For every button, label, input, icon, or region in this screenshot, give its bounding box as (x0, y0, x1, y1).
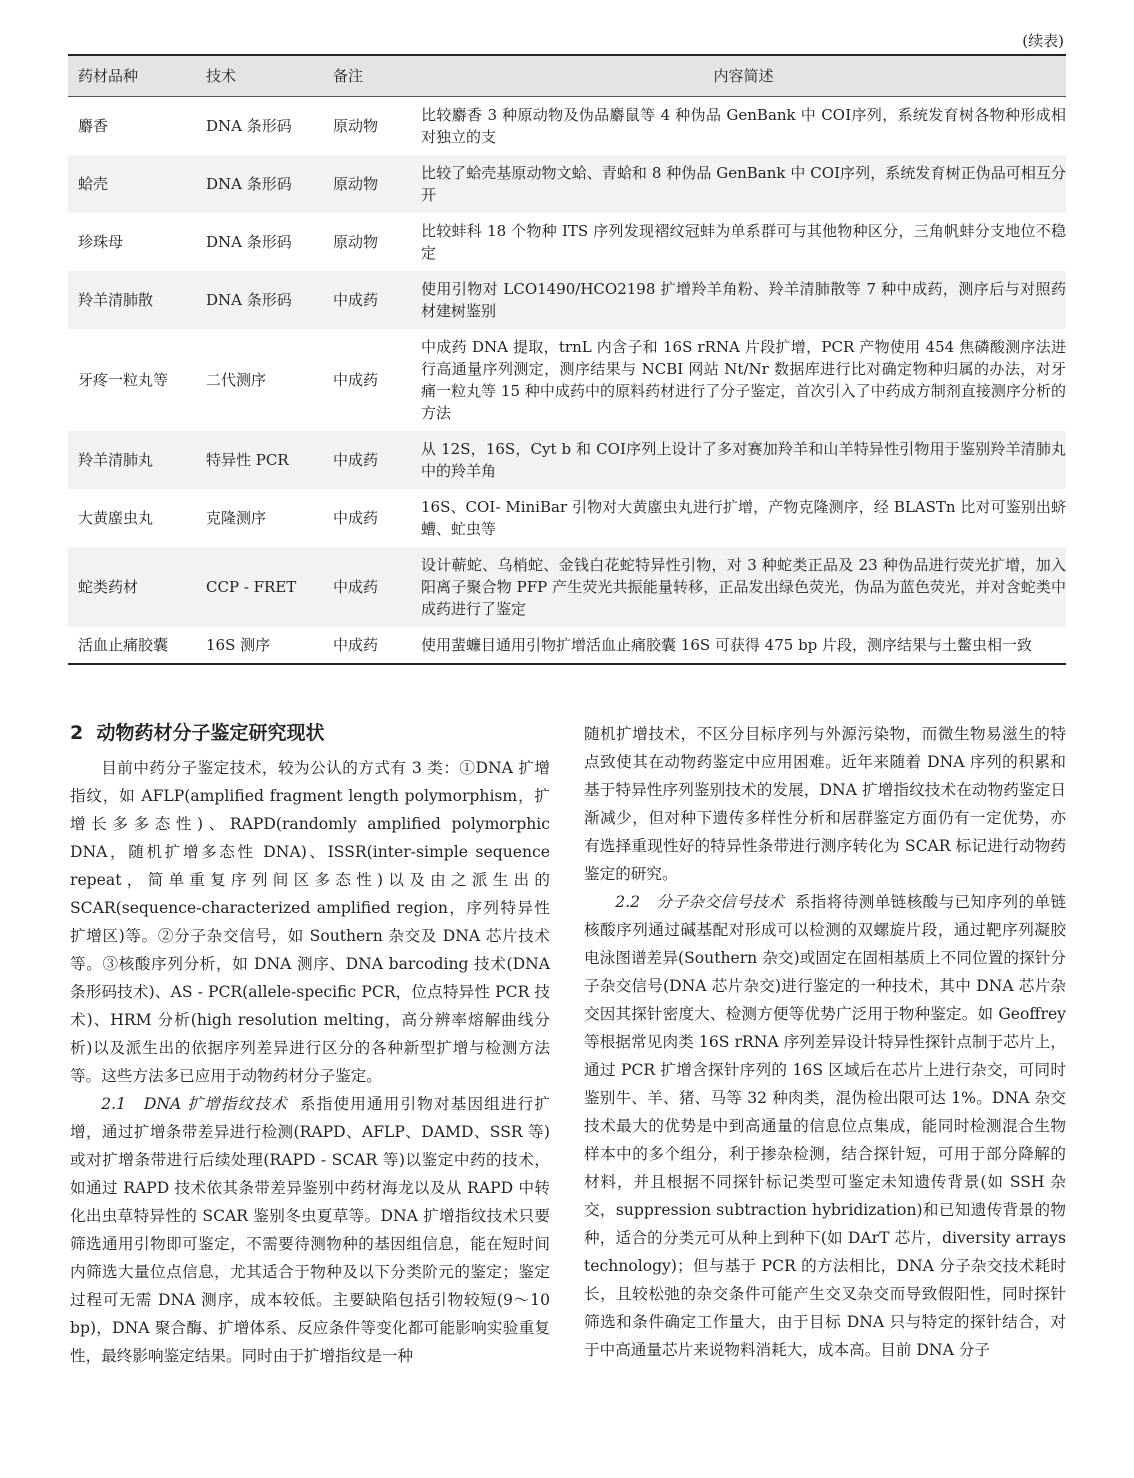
table-row (68, 155, 1066, 213)
table-row (68, 271, 1066, 329)
table-row (68, 431, 1066, 489)
table-body (68, 97, 1066, 665)
cell-species: 蛇类药材 (78, 578, 139, 596)
subsection-2-1-heading: 2.1 DNA 扩增指纹技术 (101, 1095, 288, 1113)
header-technique: 技术 (206, 67, 237, 85)
cell-note: 中成药 (333, 451, 379, 469)
cell-note: 中成药 (333, 371, 379, 389)
continued-paragraph: 随机扩增技术，不区分目标序列与外源污染物，而微生物易滋生的特点致使其在动物药鉴定中应用困难。近年来随着 DNA 序列的积累和基于特异性序列鉴别技术的发展，DNA 扩增指纹技术在动物药鉴定日渐减少，但对种下遗传多样性分析和居群鉴定方面仍有一定优势，亦有选择重现性好的特异性条带进行测序转化为 SCAR 标记进行动物药鉴定的研究。 (584, 725, 1066, 883)
section-title: 动物药材分子鉴定研究现状 (96, 722, 325, 744)
cell-summary: 设计蕲蛇、乌梢蛇、金钱白花蛇特异性引物，对 3 种蛇类正品及 23 种伪品进行荧光扩增，加入阳离子聚合物 PFP 产生荧光共振能量转移，正品发出绿色荧光，伪品为蓝色荧光，并对含蛇类中成药进行了鉴定 (421, 556, 1066, 618)
cell-technique: DNA 条形码 (206, 175, 292, 193)
cell-note: 中成药 (333, 578, 379, 596)
cell-summary: 使用引物对 LCO1490/HCO2198 扩增羚羊角粉、羚羊清肺散等 7 种中成药，测序后与对照药材建树鉴别 (421, 280, 1066, 320)
cell-summary: 中成药 DNA 提取，trnL 内含子和 16S rRNA 片段扩增，PCR 产物使用 454 焦磷酸测序法进行高通量序列测定，测序结果与 NCBI 网站 Nt/Nr 数据库进行比对确定物种归属的办法，对牙痛一粒丸等 15 种中成药中的原料药材进行了分子鉴定，首次引入了中药成方制剂直接测序分析的方法 (421, 338, 1066, 422)
cell-note: 中成药 (333, 636, 379, 654)
cell-species: 珍珠母 (78, 233, 124, 251)
cell-note: 原动物 (333, 233, 379, 251)
cell-note: 原动物 (333, 175, 379, 193)
header-note: 备注 (333, 67, 364, 85)
cell-summary: 比较蚌科 18 个物种 ITS 序列发现褶纹冠蚌为单系群可与其他物种区分，三角帆蚌分支地位不稳定 (421, 222, 1066, 262)
cell-note: 原动物 (333, 117, 379, 135)
cell-technique: CCP - FRET (206, 578, 297, 596)
table-row (68, 627, 1066, 664)
cell-note: 中成药 (333, 291, 379, 309)
cell-technique: 二代测序 (206, 371, 267, 389)
cell-summary: 比较麝香 3 种原动物及伪品麝鼠等 4 种伪品 GenBank 中 COⅠ序列，系统发育树各物种形成相对独立的支 (421, 106, 1066, 146)
header-summary: 内容简述 (713, 67, 774, 85)
table-row (68, 329, 1066, 431)
cell-summary: 16S、COⅠ- MiniBar 引物对大黄䗪虫丸进行扩增，产物克隆测序，经 BLASTn 比对可鉴别出蛴螬、虻虫等 (421, 498, 1066, 538)
cell-species: 大黄䗪虫丸 (78, 509, 154, 527)
header-species: 药材品种 (78, 67, 139, 85)
left-column (70, 720, 550, 1370)
subsection-2-2-heading: 2.2 分子杂交信号技术 (615, 893, 785, 911)
cell-summary: 使用蜚蠊目通用引物扩增活血止痛胶囊 16S 可获得 475 bp 片段，测序结果与土鳖虫相一致 (421, 636, 1033, 654)
subsection-2-1 (70, 1090, 550, 1370)
table-row (68, 489, 1066, 547)
subsection-2-2-text: 系指将待测单链核酸与已知序列的单链核酸序列通过碱基配对形成可以检测的双螺旋片段，通过靶序列凝胶电泳图谱差异(Southern 杂交)或固定在固相基质上不同位置的探针分子杂交信号(DNA 芯片杂交)进行鉴定的一种技术，其中 DNA 芯片杂交因其探针密度大、检测方便等优势广泛用于物种鉴定。如 Geoffrey 等根据常见肉类 16S rRNA 序列差异设计特异性探针点制于芯片上，通过 PCR 扩增含探针序列的 16S 区域后在芯片上进行杂交，可同时鉴别牛、羊、猪、马等 32 种肉类，混伪检出限可达 1%。DNA 杂交技术最大的优势是中到高通量的信息位点集成，能同时检测混合生物样本中的多个组分，利于掺杂检测，结合探针短，可用于部分降解的材料，并且根据不同探针标记类型可鉴定未知遗传背景(如 SSH 杂交，suppression subtraction hybridization)和已知遗传背景的物种，适合的分类元可从种上到种下(如 DArT 芯片，diversity arrays technology)；但与基于 PCR 的方法相比，DNA 分子杂交技术耗时长，且较松弛的杂交条件可能产生交叉杂交而导致假阳性，同时探针筛选和条件确定工作量大，由于目标 DNA 只与特定的探针结合，对于中高通量芯片来说物料消耗大，成本高。目前 DNA 分子 (584, 893, 1066, 1359)
table-row (68, 213, 1066, 271)
table-row (68, 547, 1066, 627)
subsection-2-1-text: 系指使用通用引物对基因组进行扩增，通过扩增条带差异进行检测(RAPD、AFLP、DAMD、SSR 等)或对扩增条带进行后续处理(RAPD - SCAR 等)以鉴定中药的技术，如通过 RAPD 技术依其条带差异鉴别中药材海龙以及从 RAPD 中转化出虫草特异性的 SCAR 鉴别冬虫夏草等。DNA 扩增指纹技术只要筛选通用引物即可鉴定，不需要待测物种的基因组信息，能在短时间内筛选大量位点信息，尤其适合于物种及以下分类阶元的鉴定；鉴定过程可无需 DNA 测序，成本较低。主要缺陷包括引物较短(9～10 bp)，DNA 聚合酶、扩增体系、反应条件等变化都可能影响实验重复性，最终影响鉴定结果。同时由于扩增指纹是一种 (70, 1095, 550, 1365)
continued-label: (续表) (1022, 32, 1064, 50)
cell-species: 羚羊清肺丸 (78, 451, 154, 469)
cell-species: 蛤壳 (78, 175, 109, 193)
section-number: 2 (70, 722, 84, 744)
table-header-row (68, 55, 1066, 97)
cell-technique: 克隆测序 (206, 509, 267, 527)
section-heading (70, 720, 550, 746)
cell-technique: DNA 条形码 (206, 117, 292, 135)
cell-species: 牙疼一粒丸等 (78, 371, 169, 389)
cell-summary: 比较了蛤壳基原动物文蛤、青蛤和 8 种伪品 GenBank 中 COⅠ序列，系统发育树正伪品可相互分开 (421, 164, 1066, 204)
cell-summary: 从 12S，16S，Cyt b 和 COⅠ序列上设计了多对赛加羚羊和山羊特异性引物用于鉴别羚羊清肺丸中的羚羊角 (421, 440, 1066, 480)
cell-note: 中成药 (333, 509, 379, 527)
cell-species: 羚羊清肺散 (78, 291, 154, 309)
right-column (584, 720, 1066, 1364)
cell-technique: 特异性 PCR (206, 451, 289, 469)
cell-species: 麝香 (78, 117, 109, 135)
cell-technique: DNA 条形码 (206, 291, 292, 309)
intro-paragraph: 目前中药分子鉴定技术，较为公认的方式有 3 类：①DNA 扩增指纹，如 AFLP(amplified fragment length polymorphism，扩增长多多态性)、RAPD(randomly amplified polymorphic DNA，随机扩增多态性 DNA)、ISSR(inter-simple sequence repeat，简单重复序列间区多态性)以及由之派生出的 SCAR(sequence-characterized amplified region，序列特异性扩增区)等。②分子杂交信号，如 Southern 杂交及 DNA 芯片技术等。③核酸序列分析，如 DNA 测序、DNA barcoding 技术(DNA 条形码技术)、AS - PCR(allele-specific PCR，位点特异性 PCR 技术)、HRM 分析(high resolution melting，高分辨率熔解曲线分析)以及派生出的依据序列差异进行区分的各种新型扩增与检测方法等。这些方法多已应用于动物药材分子鉴定。 (70, 759, 550, 1085)
table-row (68, 97, 1066, 156)
cell-technique: DNA 条形码 (206, 233, 292, 251)
cell-species: 活血止痛胶囊 (78, 636, 169, 654)
data-table (68, 54, 1066, 665)
cell-technique: 16S 测序 (206, 636, 271, 654)
subsection-2-2 (584, 888, 1066, 1364)
